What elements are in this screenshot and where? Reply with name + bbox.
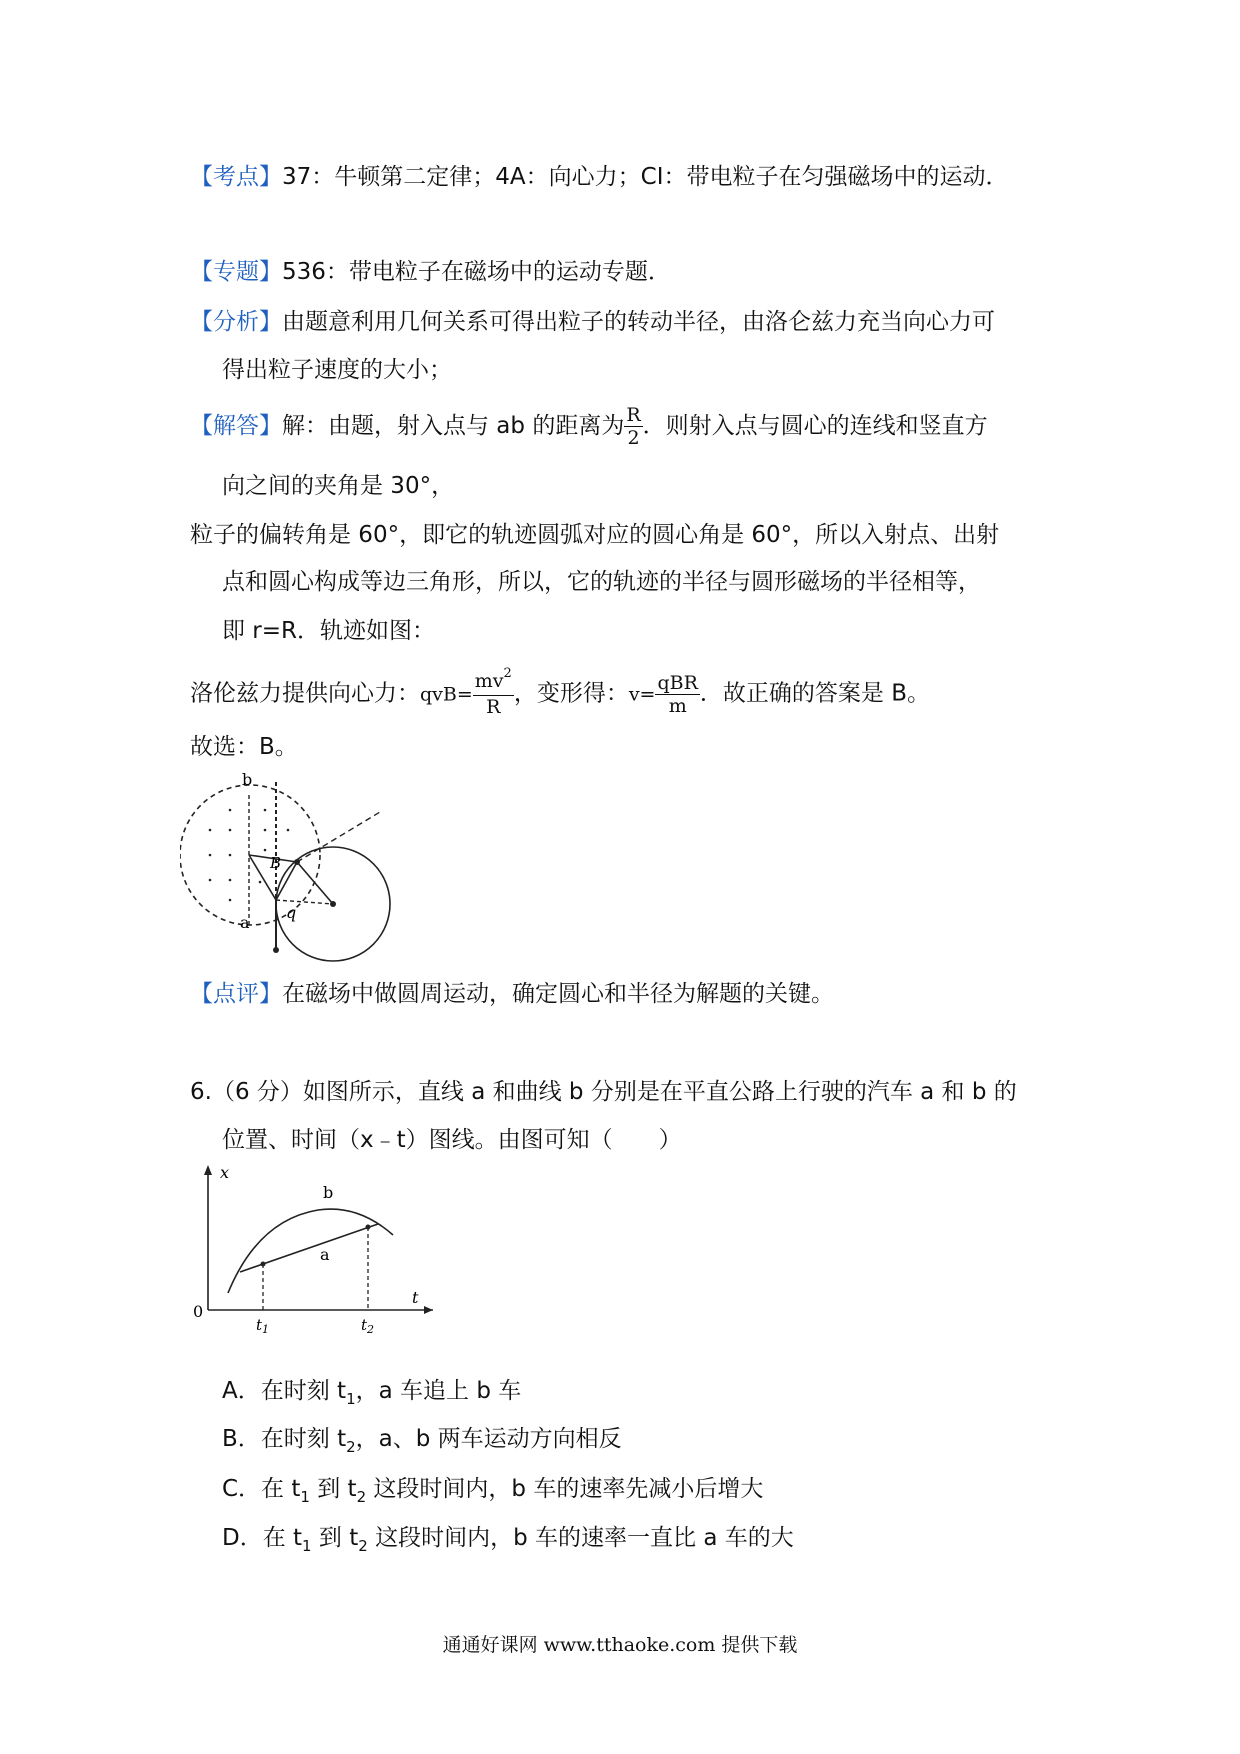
eq1-num: mv [474, 670, 504, 692]
eq1-left: qvB= [420, 683, 473, 706]
t1-label: $t_1$ [256, 1316, 270, 1335]
question6-line1: 6.（6 分）如图所示，直线 a 和曲线 b 分别是在平直公路上行驶的汽车 a 和 b 的 [190, 1079, 1017, 1105]
formula-pre: 洛伦兹力提供向心力： [190, 680, 420, 707]
fenxi-text: 由题意利用几何关系可得出粒子的转动半径，由洛仑兹力充当向心力可 [282, 309, 995, 335]
t2-label: $t_2$ [361, 1316, 375, 1335]
label-b: b [242, 770, 253, 789]
formula-line [190, 666, 931, 718]
p5-line3: 即 r=R．轨迹如图： [222, 618, 436, 644]
fenxi-tag: 【分析】 [190, 309, 282, 335]
option-c: C．在 $t_1$ 到 $t_2$ 这段时间内，b 车的速率先减小后增大 [222, 1476, 764, 1506]
x-label: x [220, 1163, 230, 1182]
jieda-line [190, 404, 988, 449]
question6-line2: 位置、时间（x﹣t）图线。由图可知（ ） [222, 1127, 682, 1153]
p5-line2: 点和圆心构成等边三角形，所以，它的轨迹的半径与圆形磁场的半径相等， [222, 569, 981, 595]
radius-line-2 [297, 862, 333, 904]
line-a-label: a [320, 1245, 330, 1264]
curve-b-label: b [323, 1183, 334, 1202]
eq1-sup: 2 [503, 666, 512, 681]
jieda-cont: 向之间的夹角是 30°， [222, 473, 455, 499]
p5-line1: 粒子的偏转角是 60°，即它的轨迹圆弧对应的圆心角是 60°，所以入射点、出射 [190, 522, 1000, 548]
label-a: a [240, 913, 250, 932]
formula-mid: ，变形得： [513, 680, 629, 707]
eq2-num: qBR [657, 671, 698, 694]
option-a: A．在时刻 $t_1$，a 车追上 b 车 [222, 1378, 522, 1408]
eq1-den: R [486, 696, 501, 718]
dianping-line [190, 978, 834, 1010]
dianping-tag: 【点评】 [190, 981, 282, 1007]
label-q: q [286, 903, 297, 922]
zhuanti-line [190, 256, 671, 288]
formula-post: ．故正确的答案是 B。 [699, 680, 931, 707]
x-axis-arrow [204, 1165, 212, 1175]
fraction-qbr-over-m [655, 672, 699, 717]
kaodian-text: 37：牛顿第二定律；4A：向心力；CI：带电粒子在匀强磁场中的运动． [282, 164, 1009, 190]
frac-den: 2 [627, 427, 640, 449]
jieda-pre: 解：由题，射入点与 ab 的距离为 [282, 413, 625, 439]
jieda-tag: 【解答】 [190, 413, 282, 439]
eq2-left: v= [628, 683, 656, 706]
zhuanti-text: 536：带电粒子在磁场中的运动专题． [282, 259, 671, 285]
fenxi-cont: 得出粒子速度的大小； [222, 357, 452, 383]
kaodian-line [190, 161, 1008, 193]
fenxi-line [190, 306, 995, 338]
page-footer: 通通好课网 www.tthaoke.com 提供下载 [442, 1634, 798, 1656]
x-t-graph [188, 1160, 448, 1335]
frac-num: R [626, 404, 641, 426]
kaodian-tag: 【考点】 [190, 164, 282, 190]
jieda-post: ．则射入点与圆心的连线和竖直方 [642, 413, 988, 439]
magnetic-field-diagram [180, 770, 410, 970]
option-b: B．在时刻 $t_2$，a、b 两车运动方向相反 [222, 1426, 622, 1456]
label-B: B [270, 854, 282, 872]
answer-line: 故选：B。 [190, 734, 298, 760]
option-d: D．在 $t_1$ 到 $t_2$ 这段时间内，b 车的速率一直比 a 车的大 [222, 1525, 794, 1555]
zhuanti-tag: 【专题】 [190, 259, 282, 285]
t-axis-arrow [424, 1306, 433, 1314]
fraction-r-over-2 [624, 404, 642, 449]
eq2-den: m [668, 694, 687, 717]
origin-label: 0 [193, 1302, 204, 1321]
t-label: t [412, 1288, 419, 1307]
fraction-mv2-over-r [473, 666, 514, 718]
chord-line [276, 900, 333, 904]
dianping-text: 在磁场中做圆周运动，确定圆心和半径为解题的关键。 [282, 981, 834, 1007]
exit-direction-line [297, 812, 380, 862]
